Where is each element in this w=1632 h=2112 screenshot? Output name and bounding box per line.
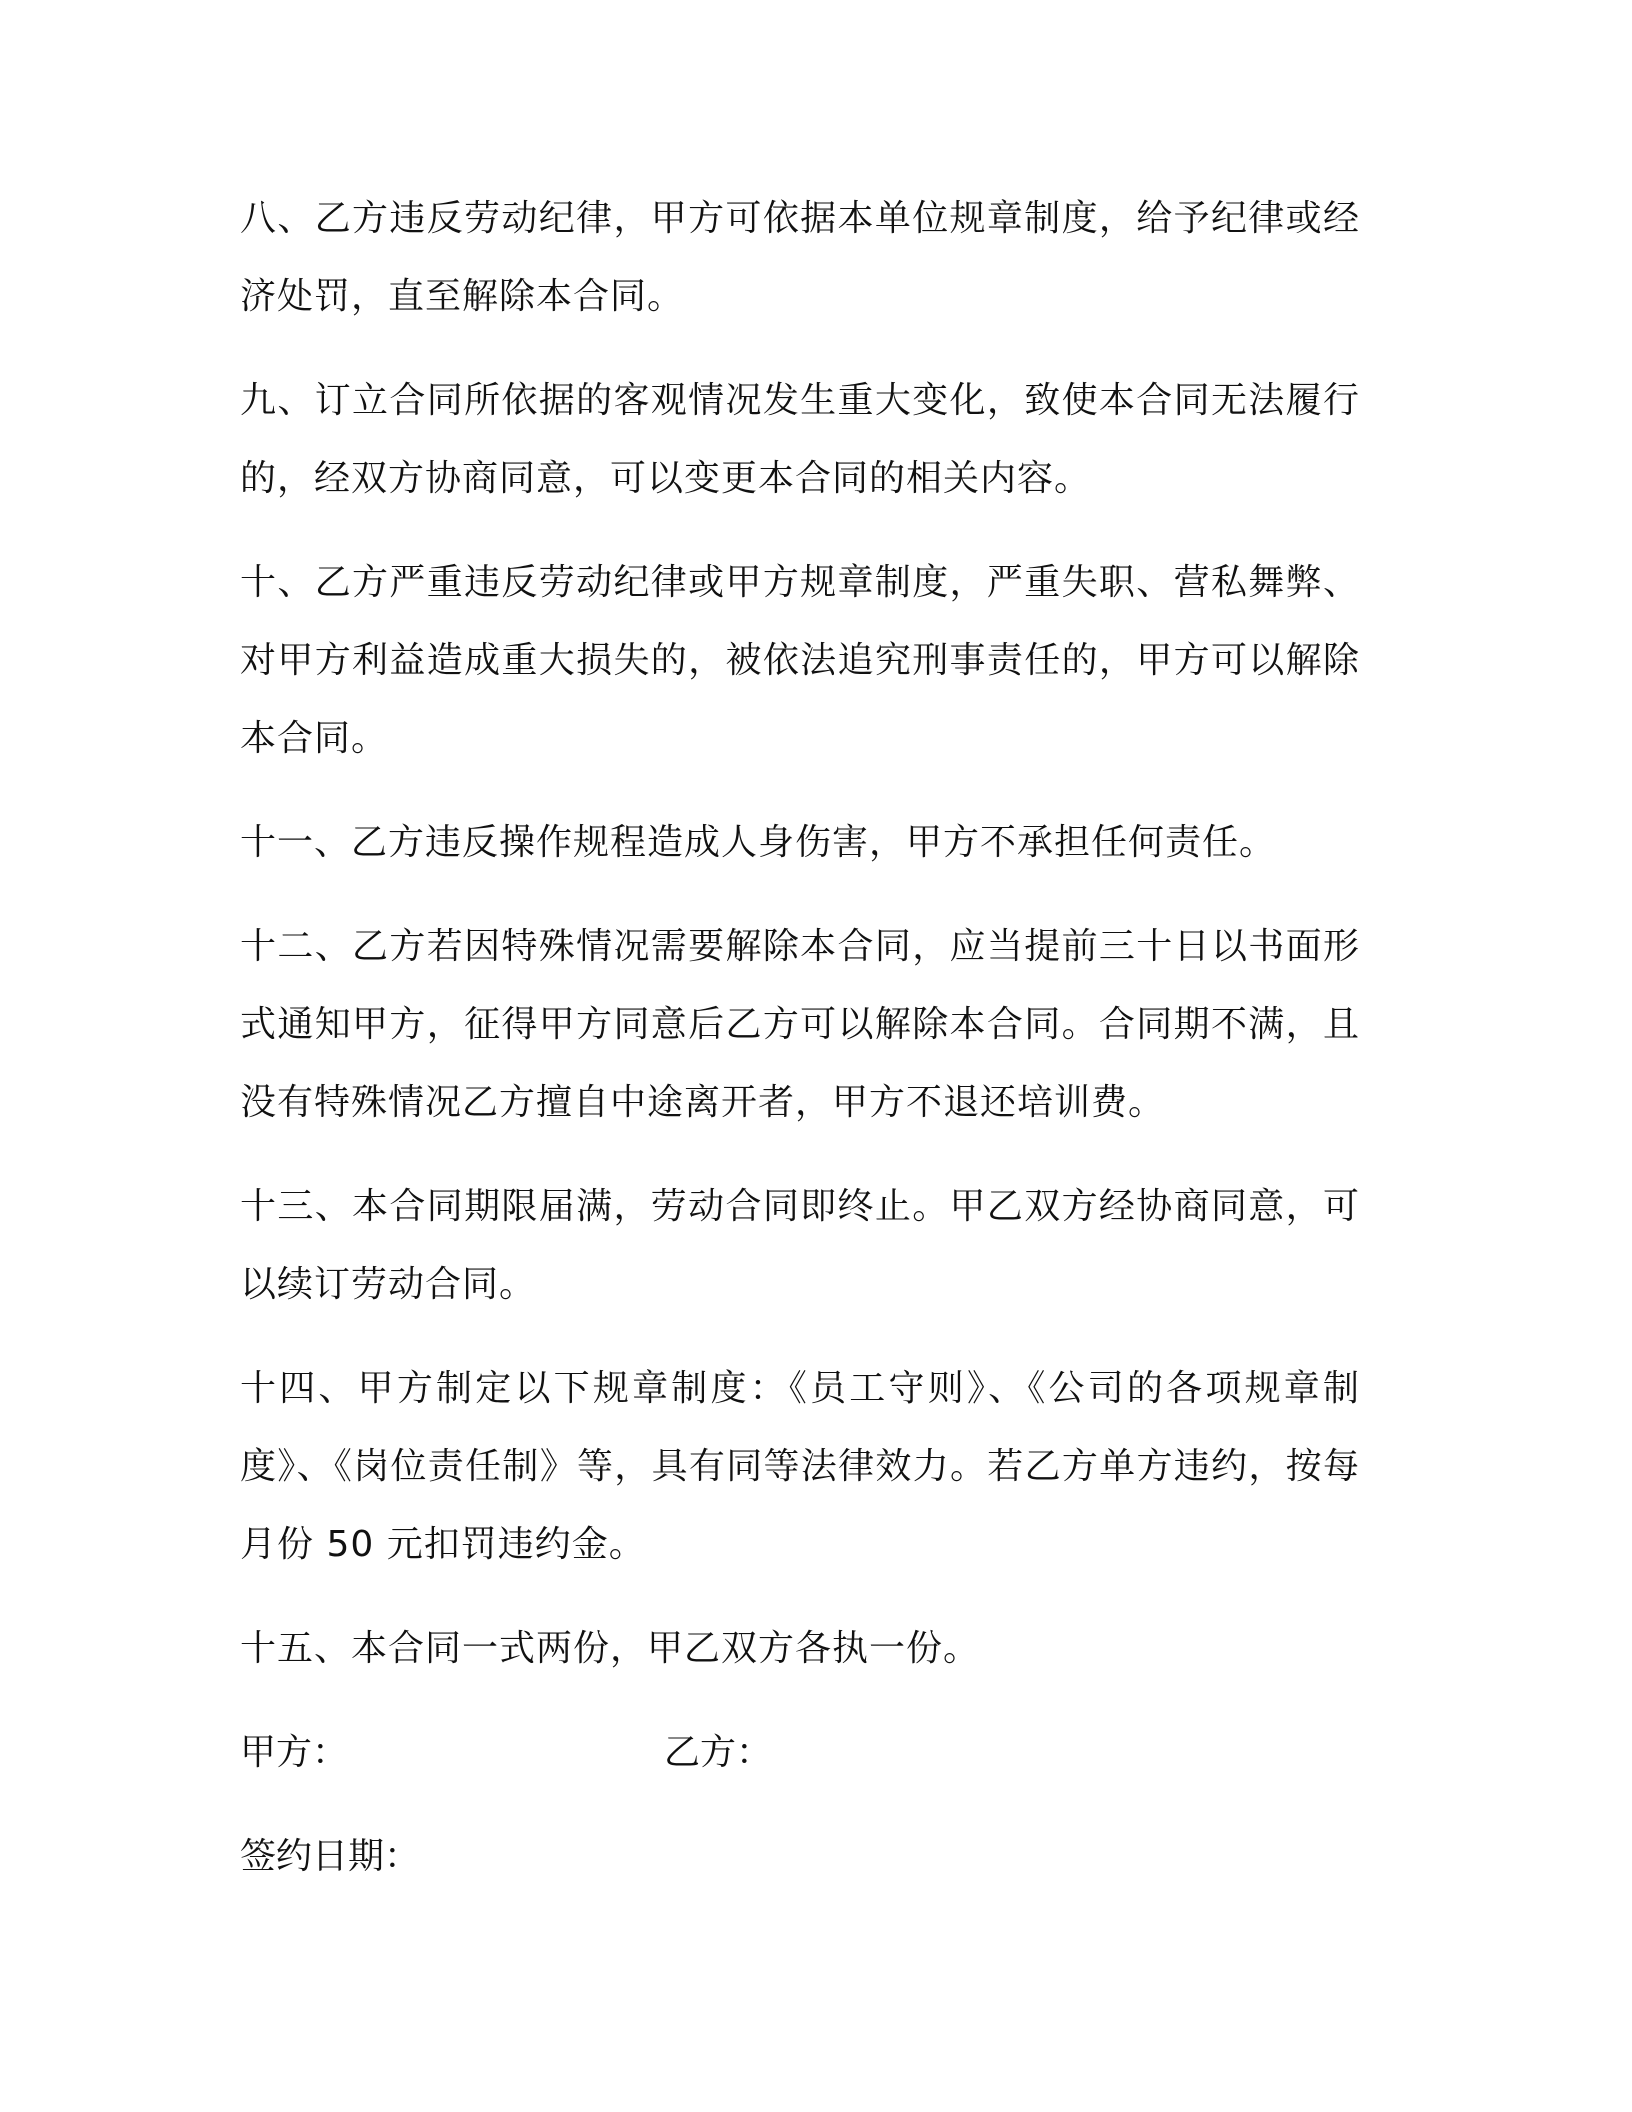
clause-15: 十五、本合同一式两份，甲乙双方各执一份。 bbox=[240, 1628, 981, 1669]
clause-8: 八、乙方违反劳动纪律，甲方可依据本单位规章制度，给予纪律或经济处罚，直至解除本合同。 bbox=[240, 198, 1360, 317]
party-a-label: 甲方： bbox=[240, 1732, 349, 1773]
clause-12: 十二、乙方若因特殊情况需要解除本合同，应当提前三十日以书面形式通知甲方，征得甲方同意后乙方可以解除本合同。合同期不满，且没有特殊情况乙方擅自中途离开者，甲方不退还培训费。 bbox=[240, 926, 1360, 1123]
clause-14: 十四、甲方制定以下规章制度：《员工守则》、《公司的各项规章制度》、《岗位责任制》等，具有同等法律效力。若乙方单方违约，按每月份 50 元扣罚违约金。 bbox=[240, 1368, 1360, 1565]
clause-9: 九、订立合同所依据的客观情况发生重大变化，致使本合同无法履行的，经双方协商同意，可以变更本合同的相关内容。 bbox=[240, 380, 1360, 499]
signature-row bbox=[240, 1714, 1360, 1792]
signing-date-label: 签约日期： bbox=[240, 1836, 421, 1877]
clause-10: 十、乙方严重违反劳动纪律或甲方规章制度，严重失职、营私舞弊、对甲方利益造成重大损失的，被依法追究刑事责任的，甲方可以解除本合同。 bbox=[240, 562, 1360, 759]
clause-13: 十三、本合同期限届满，劳动合同即终止。甲乙双方经协商同意，可以续订劳动合同。 bbox=[240, 1186, 1360, 1305]
contract-body bbox=[240, 180, 1360, 1896]
party-b-label: 乙方： bbox=[664, 1732, 773, 1773]
clause-11: 十一、乙方违反操作规程造成人身伤害，甲方不承担任何责任。 bbox=[240, 822, 1277, 863]
